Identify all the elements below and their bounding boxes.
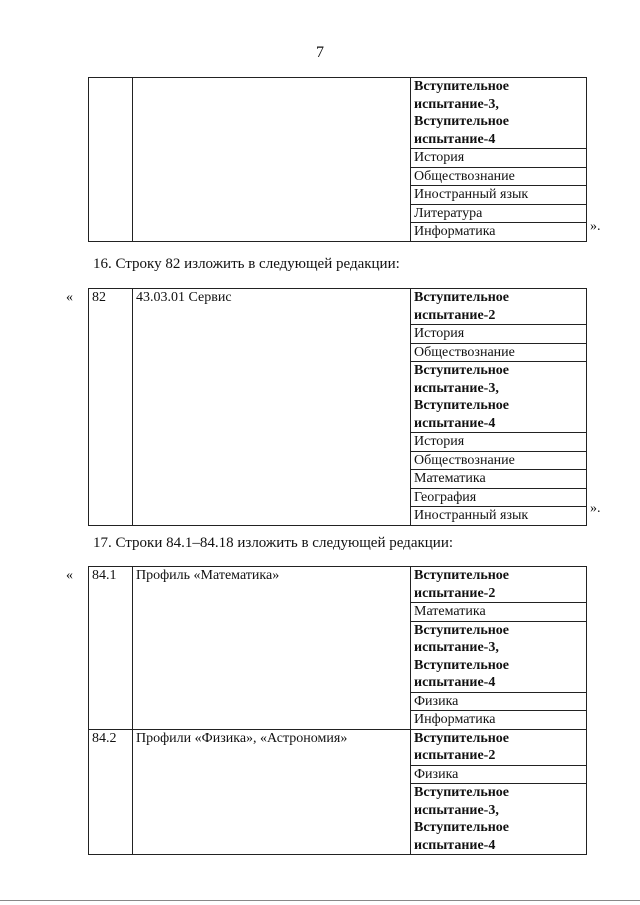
exam-group-cell: Вступительное испытание-3, Вступительное испытание-4 (411, 78, 587, 149)
row-number-cell (89, 78, 133, 242)
table-row (89, 289, 587, 325)
table-row (89, 567, 587, 603)
table-item-17 (88, 566, 587, 855)
table-row (89, 78, 587, 149)
subject-cell: Физика (411, 765, 587, 784)
subject-cell: Математика (411, 470, 587, 489)
subject-cell: Физика (411, 692, 587, 711)
subject-cell: Литература (411, 204, 587, 223)
table-continued (88, 77, 587, 242)
direction-title-cell (133, 78, 411, 242)
table-row (89, 729, 587, 765)
open-quote: « (66, 290, 73, 305)
exam-group-cell: Вступительное испытание-2 (411, 289, 587, 325)
subject-cell: География (411, 488, 587, 507)
open-quote: « (66, 568, 73, 583)
subject-cell: Иностранный язык (411, 186, 587, 205)
subject-cell: Обществознание (411, 343, 587, 362)
page-edge-line (0, 900, 640, 901)
subject-cell: Обществознание (411, 167, 587, 186)
subject-cell: История (411, 325, 587, 344)
subject-cell: Обществознание (411, 451, 587, 470)
exam-group-cell: Вступительное испытание-3, Вступительное испытание-4 (411, 362, 587, 433)
item-17-heading: 17. Строки 84.1–84.18 изложить в следующей редакции: (93, 535, 454, 551)
subject-cell: Информатика (411, 711, 587, 730)
close-quote: ». (590, 501, 601, 516)
subject-cell: История (411, 433, 587, 452)
exam-group-cell: Вступительное испытание-3, Вступительное испытание-4 (411, 621, 587, 692)
row-number-cell: 84.2 (89, 729, 133, 855)
direction-title-cell: 43.03.01 Сервис (133, 289, 411, 526)
table-item-16 (88, 288, 587, 526)
subject-cell: Иностранный язык (411, 507, 587, 526)
subject-cell: Информатика (411, 223, 587, 242)
page-number: 7 (316, 44, 324, 61)
row-number-cell: 82 (89, 289, 133, 526)
direction-title-cell: Профили «Физика», «Астрономия» (133, 729, 411, 855)
item-16-heading: 16. Строку 82 изложить в следующей редакции: (93, 256, 400, 272)
subject-cell: Математика (411, 603, 587, 622)
row-number-cell: 84.1 (89, 567, 133, 730)
close-quote: ». (590, 219, 601, 234)
exam-group-cell: Вступительное испытание-2 (411, 567, 587, 603)
subject-cell: История (411, 149, 587, 168)
direction-title-cell: Профиль «Математика» (133, 567, 411, 730)
exam-group-cell: Вступительное испытание-2 (411, 729, 587, 765)
exam-group-cell: Вступительное испытание-3, Вступительное испытание-4 (411, 784, 587, 855)
